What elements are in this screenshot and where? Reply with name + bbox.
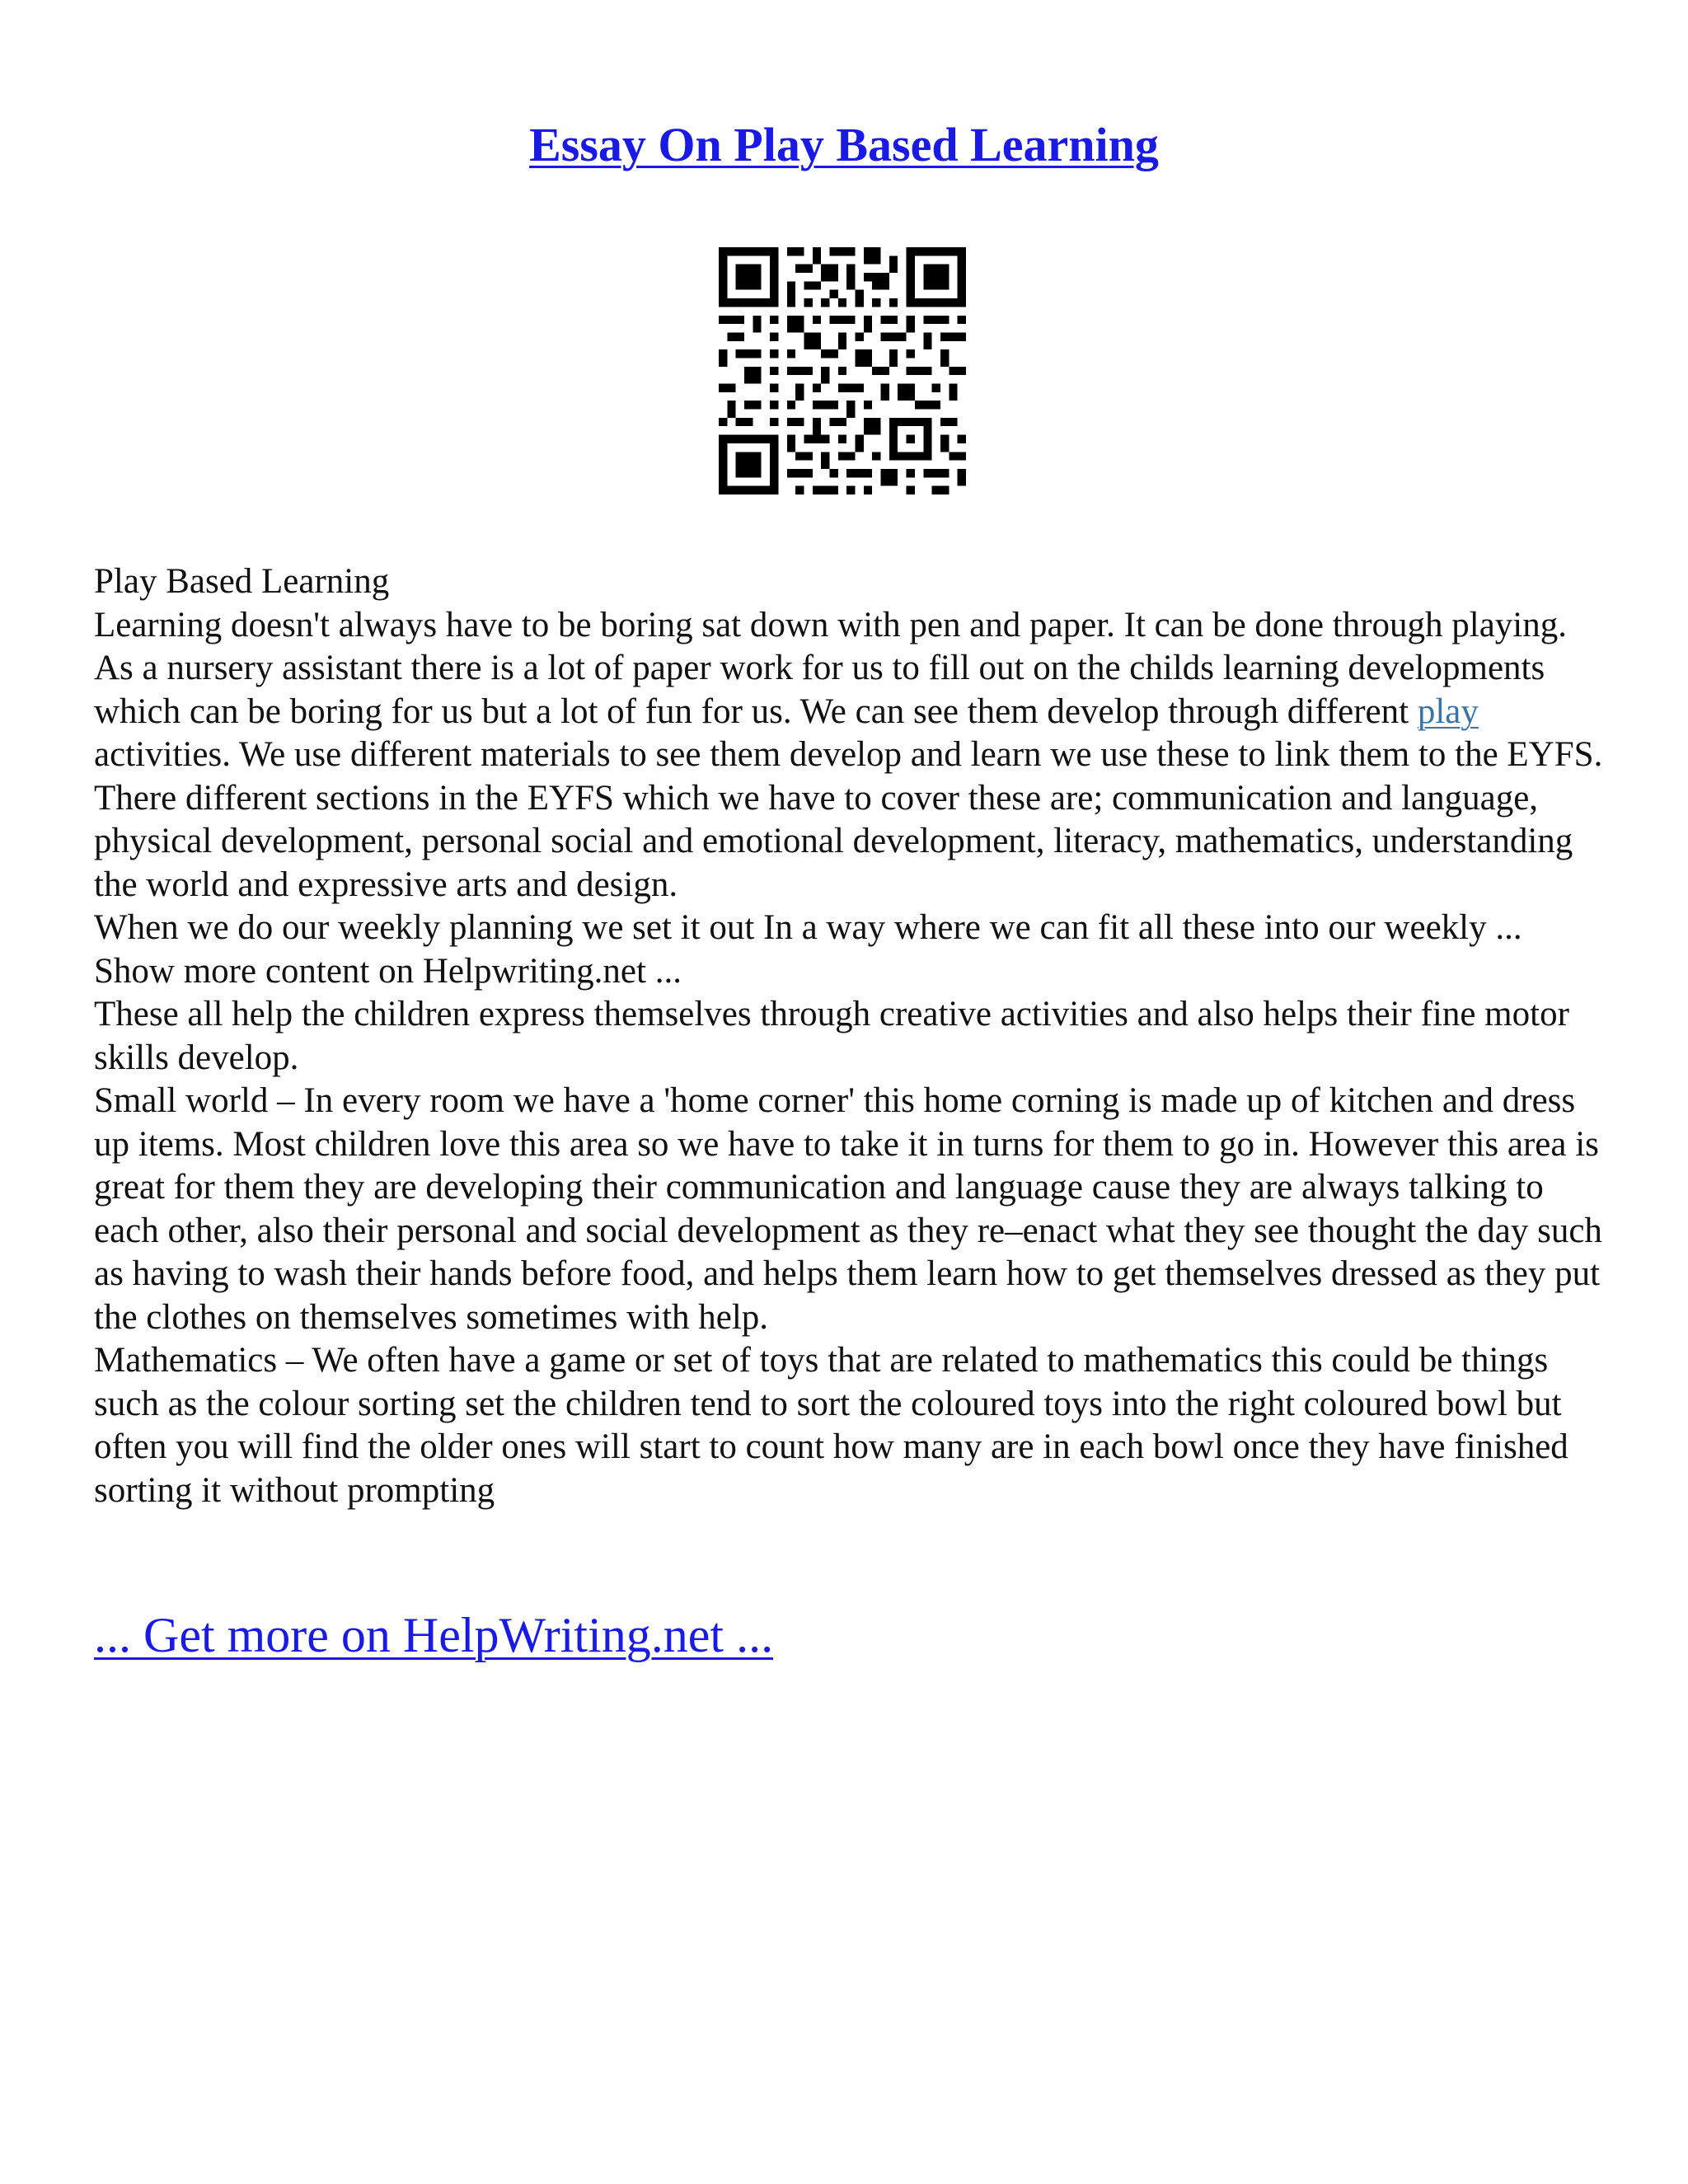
paragraph-planning: When we do our weekly planning we set it out In a way where we can fit all these into our weekly ...: [94, 908, 1522, 947]
paragraph-nursery-start: As a nursery assistant there is a lot of paper work for us to fill out on the childs learning developments which can be boring for us but a lot of fun for us. We can see them develop through different: [94, 649, 1545, 731]
show-more-text: Show more content on Helpwriting.net ...: [94, 951, 682, 991]
essay-body: [94, 560, 1611, 1512]
paragraph-mathematics: Mathematics – We often have a game or set of toys that are related to mathematics this could be things such as the colour sorting set the children tend to sort the coloured toys into the right coloured bowl but often you will find the older ones will start to count how many are in each bowl once they have finished sorting it without prompting: [94, 1341, 1568, 1510]
get-more-link[interactable]: ... Get more on HelpWriting.net ...: [94, 1608, 774, 1662]
paragraph-nursery-end: activities. We use different materials to see them develop and learn we use these to link them to the EYFS. There different sections in the EYFS which we have to cover these are; communication and language, physical development, personal social and emotional development, literacy, mathematics, understanding the world and expressive arts and design.: [94, 735, 1603, 904]
paragraph-nursery: [94, 647, 1611, 907]
paragraph-small-world: Small world – In every room we have a 'home corner' this home corning is made up of kitchen and dress up items. Most children love this area so we have to take it in turns for them to go in. However this area is great for them they are developing their communication and language cause they are always talking to each other, also their personal and social development as they re–enact what they see thought the day such as having to wash their hands before food, and helps them learn how to get themselves dressed as they put the clothes on themselves sometimes with help.: [94, 1081, 1602, 1337]
essay-subtitle: Play Based Learning: [94, 562, 390, 601]
paragraph-intro: Learning doesn't always have to be boring sat down with pen and paper. It can be done through playing.: [94, 605, 1567, 644]
page-title: [0, 115, 1688, 175]
paragraph-creative: These all help the children express themselves through creative activities and also helps their fine motor skills develop.: [94, 995, 1569, 1077]
qr-code-icon: [719, 247, 966, 494]
title-link[interactable]: Essay On Play Based Learning: [529, 118, 1159, 171]
play-link[interactable]: play: [1417, 691, 1479, 731]
